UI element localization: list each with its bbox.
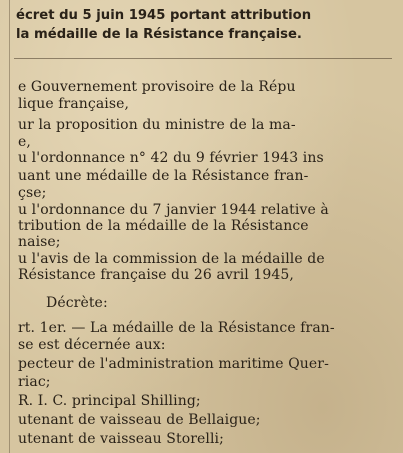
body-line: e,: [18, 134, 31, 150]
body-line: ur la proposition du ministre de la ma-: [18, 117, 296, 133]
article-line: utenant de vaisseau de Bellaigue;: [18, 412, 261, 428]
body-line: u l'avis de la commission de la médaille de: [18, 251, 325, 267]
body-line: naise;: [18, 234, 61, 250]
decrete-heading: Décrète:: [46, 295, 108, 311]
article-line: pecteur de l'administration maritime Quer-: [18, 356, 329, 372]
body-line: lique française,: [18, 96, 130, 112]
title-line-2: la médaille de la Résistance française.: [16, 27, 302, 42]
body-line: çse;: [18, 185, 47, 201]
title-line-1: écret du 5 juin 1945 portant attribution: [16, 8, 312, 23]
body-line: u l'ordonnance du 7 janvier 1944 relative à: [18, 202, 329, 218]
body-line: uant une médaille de la Résistance fran-: [18, 168, 309, 184]
body-line: tribution de la médaille de la Résistance: [18, 218, 309, 234]
article-line: R. I. C. principal Shilling;: [18, 393, 201, 409]
body-line: u l'ordonnance n° 42 du 9 février 1943 ins: [18, 150, 324, 166]
body-line: Résistance française du 26 avril 1945,: [18, 267, 294, 283]
article-line: utenant de vaisseau Storelli;: [18, 431, 224, 447]
article-line: se est décernée aux:: [18, 337, 166, 353]
article-line: riac;: [18, 374, 51, 390]
body-line: e Gouvernement provisoire de la Répu: [18, 79, 296, 95]
article-line: rt. 1er. — La médaille de la Résistance fran-: [18, 320, 335, 336]
